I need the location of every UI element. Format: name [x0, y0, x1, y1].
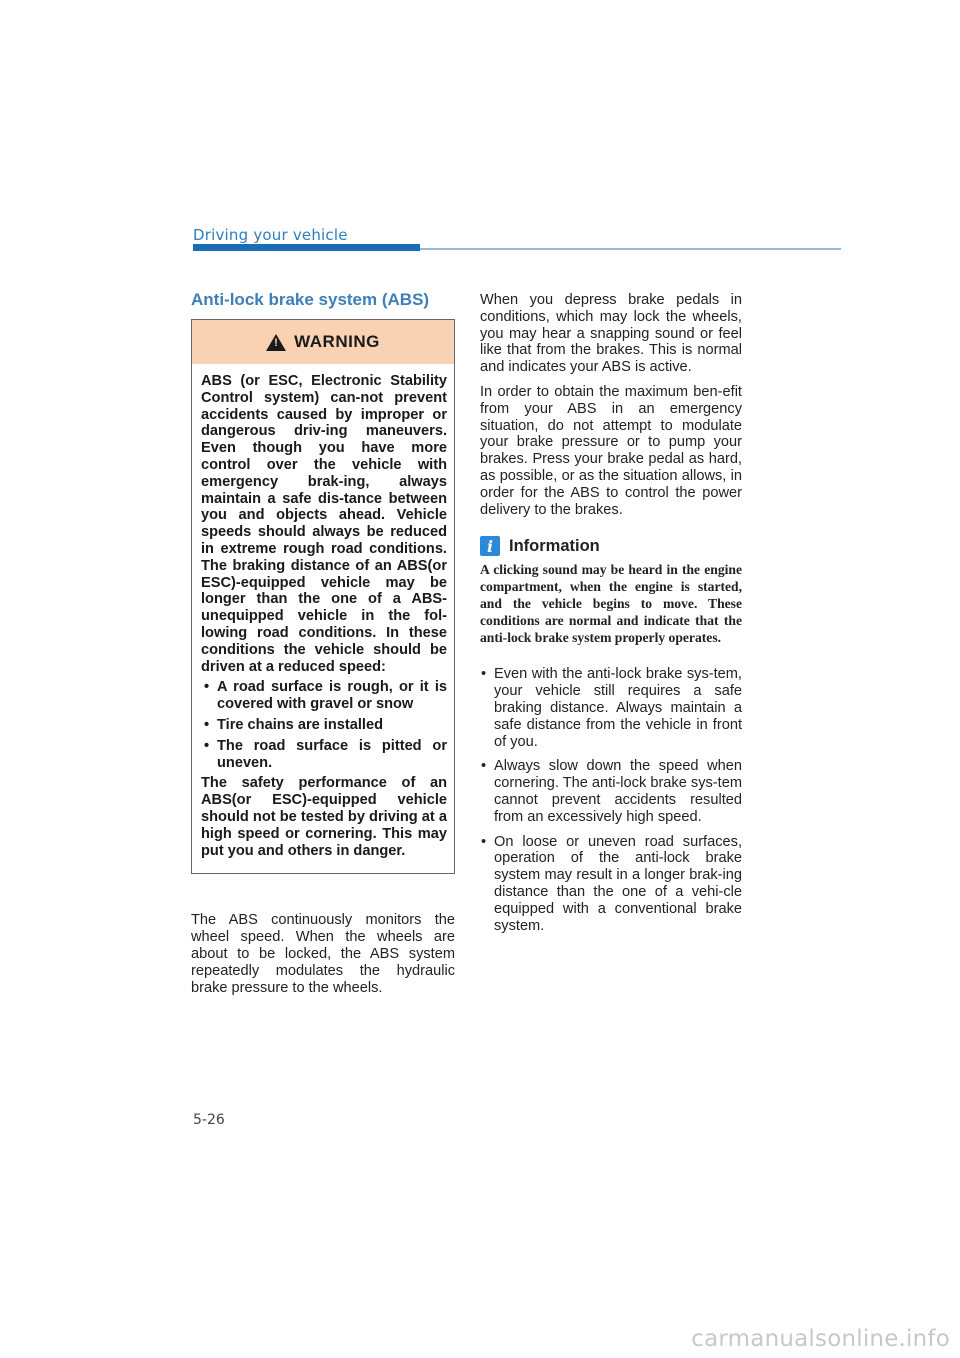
information-header: [480, 536, 742, 556]
warning-intro: ABS (or ESC, Electronic Stability Control system) can-not prevent accidents caused by improper or dangerous driv-ing maneuvers. Even though you have more control over the vehicle with emergency brak-ing, always maintain a safe dis-tance between you and objects ahead. Vehicle speeds should always be reduced in extreme rough road conditions. The braking distance of an ABS(or ESC)-equipped vehicle may be longer than the one of a ABS-unequipped vehicle in the fol-lowing road conditions. In these conditions the vehicle should be driven at a reduced speed:: [201, 373, 447, 675]
abs-description-paragraph: The ABS continuously monitors the wheel speed. When the wheels are about to be locked, the ABS system repeatedly modulates the hydraulic brake pressure to the wheels.: [191, 912, 455, 996]
warning-item: • Tire chains are installed: [201, 717, 447, 734]
list-item: • On loose or uneven road surfaces, operation of the anti-lock brake system may result in a longer brak-ing distance than the one of a vehi-cle equipped with a conventional brake system.: [480, 834, 742, 935]
header-rule-thin: [420, 248, 841, 250]
warning-outro: The safety performance of an ABS(or ESC)-equipped vehicle should not be tested by driving at a high speed or cornering. This may put you and others in danger.: [201, 775, 447, 859]
warning-body: [192, 364, 454, 873]
page-number: 5-26: [193, 1112, 225, 1128]
list-item: • Always slow down the speed when cornering. The anti-lock brake sys-tem cannot prevent accidents resulted from an excessively high speed.: [480, 758, 742, 825]
warning-item: • A road surface is rough, or it is covered with gravel or snow: [201, 679, 447, 713]
warning-label: WARNING: [294, 332, 380, 351]
right-column: [480, 292, 742, 942]
abs-bullet-list: [480, 666, 742, 934]
body-paragraph: In order to obtain the maximum ben-efit from your ABS in an emergency situation, do not attempt to modulate your brake pressure or to pump your brakes. Press your brake pedal as hard, as possible, or as the situation allows, in order for the ABS to control the power delivery to the brakes.: [480, 383, 742, 518]
header-rule-thick: [193, 244, 420, 251]
information-label: Information: [509, 536, 600, 555]
warning-triangle-icon: [266, 334, 286, 351]
warning-item: • The road surface is pitted or uneven.: [201, 738, 447, 772]
warning-box: [191, 319, 455, 874]
body-paragraph: When you depress brake pedals in conditions, which may lock the wheels, you may hear a snapping sound or feel like that from the brakes. This is normal and indicates your ABS is active.: [480, 292, 742, 376]
watermark: carmanualsonline.info: [691, 1326, 950, 1352]
warning-list: [201, 679, 447, 771]
page-header-title: Driving your vehicle: [193, 226, 348, 244]
left-column: [191, 290, 455, 1004]
warning-header: [192, 320, 454, 364]
list-item: • Even with the anti-lock brake sys-tem, your vehicle still requires a safe braking distance. Always maintain a safe distance from the vehicle in front of you.: [480, 666, 742, 750]
section-title: Anti-lock brake system (ABS): [191, 290, 430, 309]
information-icon: i: [480, 536, 500, 556]
information-text: A clicking sound may be heard in the engine compartment, when the engine is started, and the vehicle begins to move. These conditions are normal and indicate that the anti-lock brake system properly operates.: [480, 562, 742, 645]
